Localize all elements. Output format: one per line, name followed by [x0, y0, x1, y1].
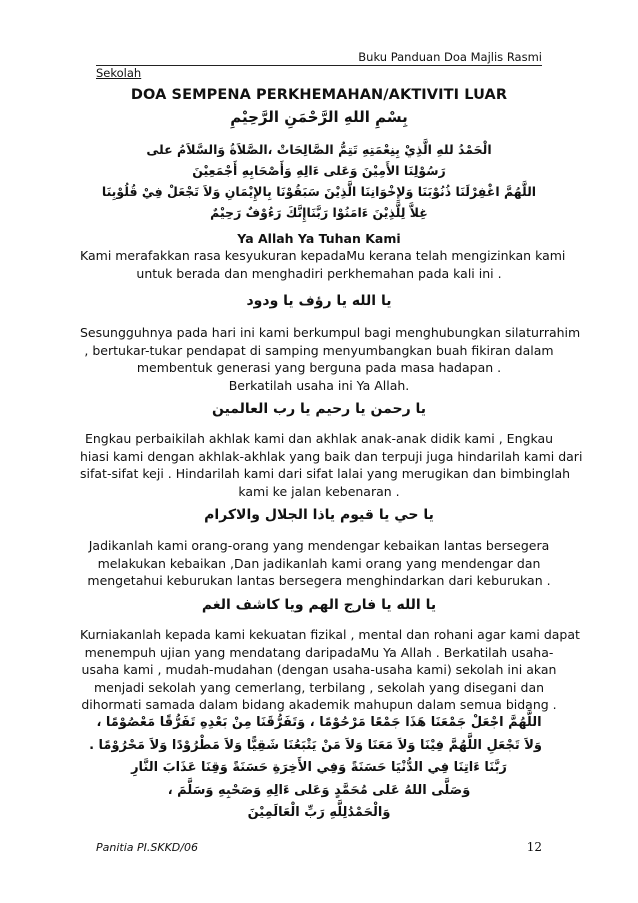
paragraph-line: hiasi kami dengan akhlak-akhlak yang baik dan terpuji juga hindarilah kami dari: [80, 448, 583, 464]
arabic-line: الْحَمْدُ للهِ الَّذِيْ بِنِعْمَتِهِ تَتِمُّ الصَّالِحَاتْ ،الصَّلاَةُ وَالسَّلاَمُ على: [146, 142, 492, 157]
arabic-invocation: يا الله يا فارج الهم ويا كاشف الغم: [201, 597, 437, 613]
paragraph-line: sifat-sifat keji . Hindarilah kami dari sifat lalai yang merugikan dan bimbinglah: [80, 466, 571, 481]
paragraph-5: [80, 626, 580, 714]
paragraph-line: Berkatilah usaha ini Ya Allah.: [228, 377, 410, 393]
paragraph-line: melakukan kebaikan ,Dan jadikanlah kami orang yang mendengar dan: [97, 555, 541, 571]
paragraph-line: Kurniakanlah kepada kami kekuatan fizikal , mental dan rohani agar kami dapat: [80, 627, 580, 642]
footer-publisher: Panitia PI.SKKD/06: [96, 841, 198, 854]
paragraph-line: Sesungguhnya pada hari ini kami berkumpul bagi menghubungkan silaturrahim: [80, 325, 581, 340]
paragraph-line: untuk berada dan menghadiri perkhemahan pada kali ini .: [136, 265, 502, 281]
arabic-line: وَلاَ تَجْعَلِ اللَّهُمَّ فِيْنَا وَلاَ مَعَنَا وَلاَ مَنْ يَتْبَعُنَا شَقِيًّا وَلاَ مَطْرُوْدًا وَلاَ مَحْرُوْمًا .: [89, 737, 542, 753]
header-rule: [96, 65, 542, 66]
opening-arabic-prayer: [96, 139, 542, 223]
paragraph-line: Kami merafakkan rasa kesyukuran kepadaMu kerana telah mengizinkan kami: [80, 248, 566, 263]
bismillah: بِسْمِ اللهِ الرَّحْمَنِ الرَّحِيْمِ: [230, 108, 408, 126]
paragraph-line: Engkau perbaikilah akhlak kami dan akhlak anak-anak didik kami , Engkau: [84, 431, 554, 446]
paragraph-line: membentuk generasi yang berguna pada masa hadapan .: [136, 360, 502, 375]
paragraph-4: [80, 537, 558, 590]
paragraph-2: [80, 324, 581, 394]
paragraph-line: dihormati samada dalam bidang akademik mahupun dalam semua bidang .: [81, 697, 557, 712]
paragraph-line: menjadi sekolah yang cemerlang, terbilang , sekolah yang disegani dan: [93, 679, 545, 695]
paragraph-line: usaha kami , mudah-mudahan (dengan usaha-usaha kami) sekolah ini akan: [81, 662, 557, 677]
page-number: 12: [526, 840, 542, 854]
paragraph-line: mengetahui keburukan lantas bersegera menghindarkan dari keburukan .: [87, 573, 551, 588]
header-book-title: Buku Panduan Doa Majlis Rasmi: [358, 50, 542, 64]
arabic-line: رَسُوْلِنَا الأَمِيْنَ وَعَلى ءَالِهِ وَأَصْحَابِهِ أَجْمَعِيْنَ: [192, 163, 446, 178]
subheading: Ya Allah Ya Tuhan Kami: [237, 231, 401, 246]
running-header: [96, 50, 542, 80]
arabic-line: اللَّهُمَّ اغْفِرْلَنَا ذُنُوْبَنَا وَلإِخْوَانِنَا الَّذِيْنَ سَبَقُوْنَا بِالإِيْمَانِ وَلاَ تَجْعَلْ فِيْ قُلُوْبِنَا: [101, 184, 537, 199]
paragraph-line: menempuh ujian yang mendatang daripadaMu Ya Allah . Berkatilah usaha-: [84, 644, 554, 660]
paragraph-line: Jadikanlah kami orang-orang yang mendengar kebaikan lantas bersegera: [88, 538, 550, 553]
arabic-line: رَبَّنَا ءَاتِنَا فِي الدُّنْيَا حَسَنَةً وَفِي الأَخِرَةِ حَسَنَةً وَقِنَا عَذَابَ النَّارِ: [131, 760, 507, 775]
paragraph-line: , bertukar-tukar pendapat di samping menyumbangkan buah fikiran dalam: [84, 342, 554, 358]
arabic-invocation: يا رحمن يا رحيم يا رب العالمين: [211, 401, 427, 417]
arabic-line: غِلاَّ لِلَّذِيْنَ ءَامَنُوْا رَبَّنَاإِنَّكَ رَءُوْفٌ رَحِيْمٌ: [210, 205, 428, 220]
arabic-invocation: يا حي يا قيوم ياذا الجلال والاكرام: [204, 507, 434, 523]
paragraph-line: kami ke jalan kebenaran .: [238, 483, 400, 499]
paragraph-3: [80, 430, 583, 500]
header-category: Sekolah: [96, 66, 142, 80]
paragraph-1: [80, 247, 566, 282]
page-title: DOA SEMPENA PERKHEMAHAN/AKTIVITI LUAR: [130, 87, 508, 103]
arabic-line: اللَّهُمَّ اجْعَلْ جَمْعَنَا هَذَا جَمْعًا مَرْحُوْمًا ، وَتَفَرُّقَنَا مِنْ بَعْدِهِ تَفَرُّقًا مَعْصُوْمًا ،: [96, 715, 542, 730]
arabic-invocation: يا الله يا رؤف يا ودود: [246, 293, 392, 309]
arabic-line: وَالْحَمْدُلِلَّهِ رَبِّ الْعَالَمِيْنَ: [247, 805, 391, 820]
closing-arabic-prayer: [89, 712, 542, 825]
arabic-line: وَصَلَّى اللهُ عَلى مُحَمَّدٍ وَعَلى ءَالِهِ وَصَحْبِهِ وَسَلَّمَ ،: [167, 782, 471, 798]
